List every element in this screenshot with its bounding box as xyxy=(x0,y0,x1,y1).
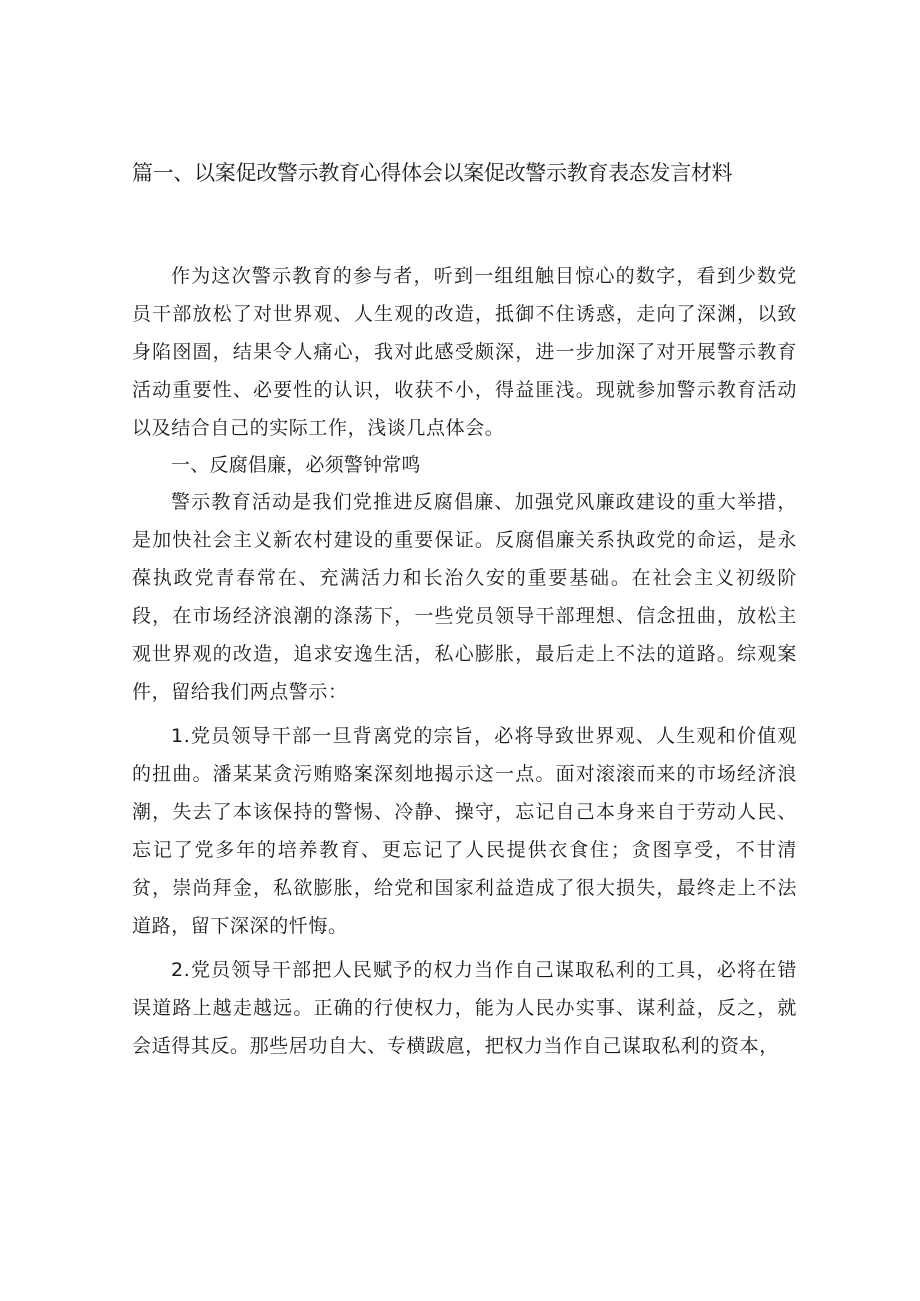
point-paragraph-1 xyxy=(132,717,797,945)
point-text: .党员领导干部一旦背离党的宗旨，必将导致世界观、人生观和价值观的扭曲。潘某某贪污贿赂案深刻地揭示这一点。面对滚滚而来的市场经济浪潮，失去了本该保持的警惕、冷静、操守，忘记自己本身来自于劳动人民、忘记了党多年的培养教育、更忘记了人民提供衣食住；贪图享受，不甘清贫，崇尚拜金，私欲膨胀，给党和国家利益造成了很大损失，最终走上不法道路，留下深深的忏悔。 xyxy=(132,725,797,937)
intro-paragraph: 作为这次警示教育的参与者，听到一组组触目惊心的数字，看到少数党员干部放松了对世界观、人生观的改造，抵御不住诱惑，走向了深渊，以致身陷囹圄，结果令人痛心，我对此感受颇深，进一步加深了对开展警示教育活动重要性、必要性的认识，收获不小，得益匪浅。现就参加警示教育活动以及结合自己的实际工作，浅谈几点体会。 xyxy=(132,265,797,439)
point-number: 1 xyxy=(171,725,184,747)
section-paragraph: 警示教育活动是我们党推进反腐倡廉、加强党风廉政建设的重大举措，是加快社会主义新农村建设的重要保证。反腐倡廉关系执政党的命运，是永葆执政党青春常在、充满活力和长治久安的重要基础。在社会主义初级阶段，在市场经济浪潮的涤荡下，一些党员领导干部理想、信念扭曲，放松主观世界观的改造，追求安逸生活，私心膨胀，最后走上不法的道路。综观案件，留给我们两点警示： xyxy=(132,491,797,703)
point-paragraph-2 xyxy=(132,951,797,1065)
point-text: .党员领导干部把人民赋予的权力当作自己谋取私利的工具，必将在错误道路上越走越远。正确的行使权力，能为人民办实事、谋利益，反之，就会适得其反。那些居功自大、专横跋扈，把权力当作自己谋取私利的资本， xyxy=(132,959,797,1057)
document-body xyxy=(132,257,797,1065)
section-heading: 一、反腐倡廉，必须警钟常鸣 xyxy=(171,454,421,476)
point-number: 2 xyxy=(171,959,184,981)
document-title: 篇一、以案促改警示教育心得体会以案促改警示教育表态发言材料 xyxy=(132,161,733,185)
